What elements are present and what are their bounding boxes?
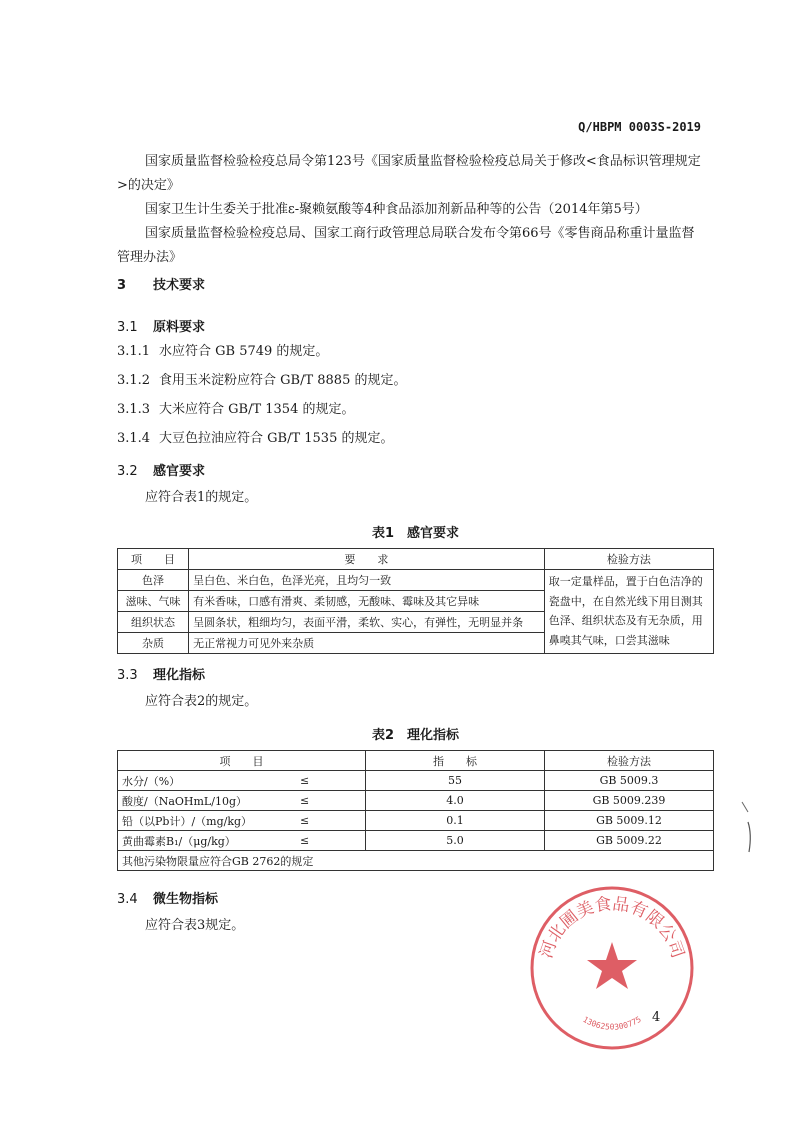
clause-number: 3.1.4 [117, 431, 151, 446]
section-number: 3.4 [117, 892, 138, 907]
clause-text: 食用玉米淀粉应符合 GB/T 8885 的规定。 [159, 373, 407, 388]
header-value: 指 标 [366, 751, 545, 771]
row-item: 色泽 [118, 570, 189, 591]
clause-text: 大米应符合 GB/T 1354 的规定。 [159, 402, 355, 417]
seal-code: 1306250300775 [581, 1014, 643, 1032]
section-number: 3 [117, 278, 127, 293]
row-value: 0.1 [366, 811, 545, 831]
row-value: 5.0 [366, 831, 545, 851]
header-method: 检验方法 [544, 549, 713, 570]
section-3-3-text: 应符合表2的规定。 [145, 694, 258, 709]
table-row [118, 791, 714, 811]
row-method: GB 5009.22 [545, 831, 714, 851]
table-footer-row [118, 851, 714, 871]
clause-3-1-4 [117, 427, 393, 451]
header-item: 项 目 [118, 751, 366, 771]
clause-number: 3.1.2 [117, 373, 151, 388]
section-title: 理化指标 [153, 668, 206, 683]
table-footer-note: 其他污染物限量应符合GB 2762的规定 [118, 851, 714, 871]
row-operator: ≤ [296, 771, 366, 791]
table-1-sensory [117, 548, 714, 654]
section-title: 技术要求 [153, 278, 206, 293]
company-seal [528, 884, 696, 1052]
row-item: 水分/（%） [118, 771, 297, 791]
seal-text: 河北圃美食品有限公司 [536, 894, 688, 961]
row-operator: ≤ [296, 791, 366, 811]
table-2-caption: 表2 理化指标 [371, 728, 460, 743]
table-2-physchem [117, 750, 714, 871]
row-item: 滋味、气味 [118, 591, 189, 612]
section-3-2-heading [117, 460, 205, 479]
row-requirement: 无正常视力可见外来杂质 [189, 633, 545, 654]
row-item: 组织状态 [118, 612, 189, 633]
clause-number: 3.1.3 [117, 402, 151, 417]
clause-3-1-3 [117, 398, 354, 422]
clause-number: 3.1.1 [117, 344, 151, 359]
header-method: 检验方法 [545, 751, 714, 771]
section-number: 3.2 [117, 464, 138, 479]
header-requirement: 要 求 [189, 549, 545, 570]
header-item: 项 目 [118, 549, 189, 570]
table-1-caption: 表1 感官要求 [371, 526, 460, 541]
scan-mark [740, 800, 754, 860]
document-id: Q/HBPM 0003S-2019 [578, 120, 701, 134]
section-3-2-text: 应符合表1的规定。 [145, 490, 258, 505]
section-title: 感官要求 [153, 464, 206, 479]
svg-text:1306250300775 [581, 1015, 643, 1032]
row-operator: ≤ [296, 831, 366, 851]
row-value: 55 [366, 771, 545, 791]
section-title: 微生物指标 [153, 892, 219, 907]
section-title: 原料要求 [153, 320, 206, 335]
page-number: 4 [652, 1010, 661, 1025]
table-row [118, 831, 714, 851]
section-3-4-heading [117, 888, 218, 907]
section-number: 3.3 [117, 668, 138, 683]
row-item: 黄曲霉素B₁/（μg/kg） [118, 831, 297, 851]
table-row [118, 771, 714, 791]
row-requirement: 呈白色、米白色，色泽光亮，且均匀一致 [189, 570, 545, 591]
reference-2: 国家卫生计生委关于批准ε-聚赖氨酸等4种食品添加剂新品种等的公告（2014年第5号） [145, 202, 648, 217]
row-item: 酸度/（NaOHmL/10g） [118, 791, 297, 811]
row-item: 杂质 [118, 633, 189, 654]
row-method: GB 5009.3 [545, 771, 714, 791]
row-method: GB 5009.239 [545, 791, 714, 811]
table-header-row [118, 751, 714, 771]
reference-3: 国家质量监督检验检疫总局、国家工商行政管理总局联合发布令第66号《零售商品称重计量监督管理办法》 [117, 226, 695, 265]
clause-3-1-2 [117, 369, 406, 393]
row-operator: ≤ [296, 811, 366, 831]
row-method: GB 5009.12 [545, 811, 714, 831]
reference-1: 国家质量监督检验检疫总局令第123号《国家质量监督检验检疫总局关于修改<食品标识管理规定>的决定》 [117, 154, 701, 193]
section-3-3-heading [117, 664, 205, 683]
method-cell: 取一定量样品，置于白色洁净的瓷盘中，在自然光线下用目测其色泽、组织状态及有无杂质，用鼻嗅其气味，口尝其滋味 [544, 570, 713, 654]
clause-3-1-1 [117, 340, 328, 364]
row-requirement: 呈圆条状，粗细均匀，表面平滑，柔软、实心，有弹性，无明显并条 [189, 612, 545, 633]
table-row [118, 811, 714, 831]
section-3-1-heading [117, 316, 205, 335]
section-number: 3.1 [117, 320, 138, 335]
section-3-4-text: 应符合表3规定。 [145, 918, 245, 933]
row-item: 铅（以Pb计）/（mg/kg） [118, 811, 297, 831]
row-value: 4.0 [366, 791, 545, 811]
table-header-row [118, 549, 714, 570]
row-requirement: 有米香味，口感有滑爽、柔韧感，无酸味、霉味及其它异味 [189, 591, 545, 612]
section-3-heading [117, 274, 205, 293]
table-row [118, 570, 714, 591]
clause-text: 大豆色拉油应符合 GB/T 1535 的规定。 [159, 431, 394, 446]
clause-text: 水应符合 GB 5749 的规定。 [159, 344, 329, 359]
